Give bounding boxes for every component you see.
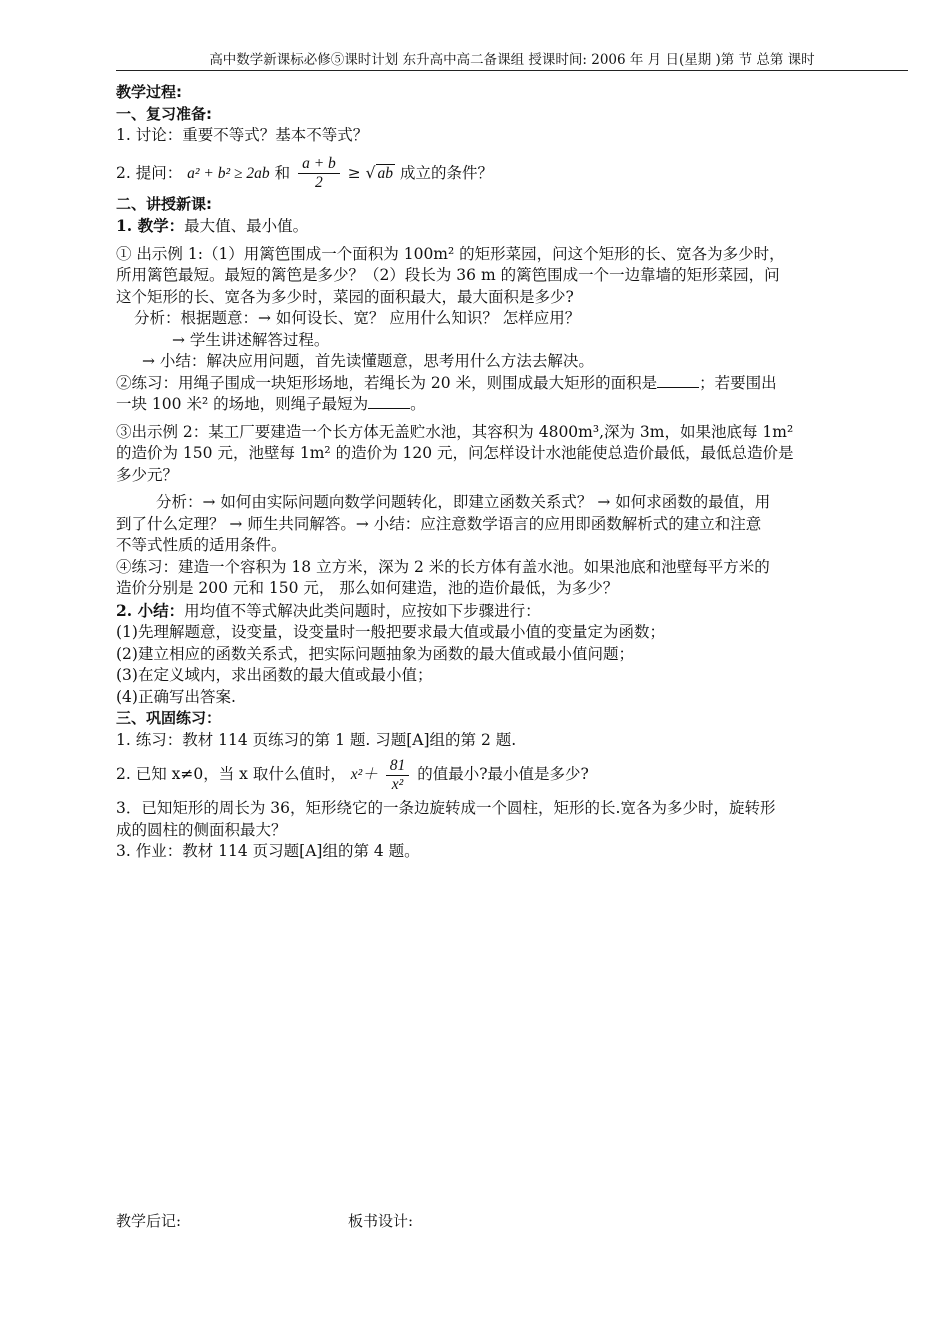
summary-label: 2. 小结： [116, 600, 185, 620]
fraction-numerator: a + b [298, 155, 340, 174]
section-practice-heading: 三、巩固练习： [116, 709, 222, 727]
example1-student: → 学生讲述解答过程。 [172, 330, 330, 349]
inequality-1: a² + b² ≥ 2ab [187, 164, 270, 182]
step-2: (2)建立相应的函数关系式，把实际问题抽象为函数的最大值或最小值问题； [116, 644, 634, 663]
review-q2 [116, 153, 908, 194]
fraction-a-plus-b-over-2 [298, 155, 340, 192]
section-new-lesson-heading: 二、讲授新课: [116, 194, 212, 213]
review-q2-suffix: 成立的条件？ [399, 163, 493, 182]
practice-q3-line1: 3．已知矩形的周长为 36，矩形绕它的一条边旋转成一个圆柱，矩形的长.宽各为多少时，旋转形 [116, 799, 776, 817]
example2-line1: ③出示例 2：某工厂要建造一个长方体无盖贮水池，其容积为 4800m³,深为 3m，如果池底每 1m² [116, 422, 794, 441]
teaching-text: 最大值、最小值。 [184, 217, 309, 235]
practice4-line2: 造价分别是 200 元和 150 元， 那么如何建造，池的造价最低，为多少？ [116, 579, 619, 597]
fraction-denominator: 2 [315, 174, 323, 191]
teaching-notes-label: 教学后记: [116, 1212, 182, 1230]
page-header: 高中数学新课标必修⑤课时计划 东升高中高二备课组 授课时间: 2006 年 月 日(星期 )第 节 总第 课时 [116, 50, 908, 71]
practice-q2 [116, 751, 908, 798]
practice2-text-b-end: 。 [410, 395, 426, 413]
practice-q2-prefix: 2. 已知 x≠0，当 x 取什么值时， [116, 765, 346, 783]
practice-q1: 1. 练习：教材 114 页练习的第 1 题. 习题[A]组的第 2 题. [116, 730, 517, 749]
practice-q2-suffix: 的值最小?最小值是多少? [417, 765, 589, 783]
teaching-label: 1. 教学： [116, 216, 185, 235]
homework: 3. 作业：教材 114 页习题[A]组的第 4 题。 [116, 842, 420, 860]
summary-text: 用均值不等式解决此类问题时，应按如下步骤进行： [184, 601, 541, 620]
teaching-topic [116, 215, 908, 238]
x-squared-plus: x²＋ [350, 766, 378, 783]
fraction2-denominator: x² [391, 775, 404, 793]
step-4: (4)正确写出答案. [116, 687, 236, 706]
title: 教学过程: [116, 83, 182, 101]
summary [116, 600, 908, 623]
review-q2-prefix: 2. 提问： [116, 163, 183, 182]
sqrt-symbol: √ [365, 163, 376, 182]
practice2-text-a: ②练习：用绳子围成一块矩形场地，若绳长为 20 米，则围成最大矩形的面积是 [116, 373, 658, 392]
practice-q3-line2: 成的圆柱的侧面积最大？ [116, 820, 287, 839]
geq-sign: ≥ [347, 163, 361, 182]
and-word: 和 [274, 163, 291, 182]
practice2-line1 [116, 373, 908, 395]
sqrt-content: ab [377, 164, 394, 182]
example2-analysis-line1: 分析：→ 如何由实际问题向数学问题转化，即建立函数关系式？ → 如何求函数的最值，用 [156, 493, 771, 511]
answer-blank-1 [657, 373, 699, 388]
answer-blank-2 [368, 394, 410, 409]
step-3: (3)在定义域内，求出函数的最大值或最小值； [116, 666, 433, 684]
example1-summary: → 小结：解决应用问题，首先读懂题意，思考用什么方法去解决。 [142, 352, 594, 370]
review-q1: 1. 讨论：重要不等式？基本不等式？ [116, 126, 369, 144]
step-1: (1)先理解题意，设变量，设变量时一般把要求最大值或最小值的变量定为函数； [116, 623, 665, 641]
fraction-81-over-x2 [386, 757, 410, 794]
fraction2-numerator: 81 [386, 757, 410, 776]
example1-line2: 所用篱笆最短。最短的篱笆是多少？（2）段长为 36 m 的篱笆围成一个一边靠墙的矩形菜园，问 [116, 266, 780, 284]
example2-line2: 的造价为 150 元，池壁每 1m² 的造价为 120 元，问怎样设计水池能使总造价最低，最低总造价是 [116, 444, 794, 462]
practice4-line1: ④练习：建造一个容积为 18 立方米，深为 2 米的长方体有盖水池。如果池底和池壁每平方米的 [116, 557, 770, 576]
practice2-text-a-end: ；若要围出 [699, 373, 777, 392]
board-design-label: 板书设计: [348, 1212, 414, 1230]
practice2-line2 [116, 394, 908, 416]
example1-analysis: 分析：根据题意：→ 如何设长、宽？ 应用什么知识？ 怎样应用？ [134, 309, 581, 327]
section-review-heading: 一、复习准备: [116, 104, 212, 123]
practice2-text-b: 一块 100 米² 的场地，则绳子最短为 [116, 395, 369, 413]
example1-line3: 这个矩形的长、宽各为多少时，菜园的面积最大，最大面积是多少? [116, 287, 574, 306]
example2-line3: 多少元？ [116, 465, 179, 484]
example2-analysis-line3: 不等式性质的适用条件。 [116, 536, 287, 554]
lesson-body [116, 82, 908, 863]
example2-analysis-line2: 到了什么定理？ → 师生共同解答。→ 小结：应注意数学语言的应用即函数解析式的建立和注意 [116, 514, 762, 533]
example1-line1: ① 出示例 1:（1）用篱笆围成一个面积为 100m² 的矩形菜园，问这个矩形的长、宽各为多少时， [116, 244, 785, 263]
